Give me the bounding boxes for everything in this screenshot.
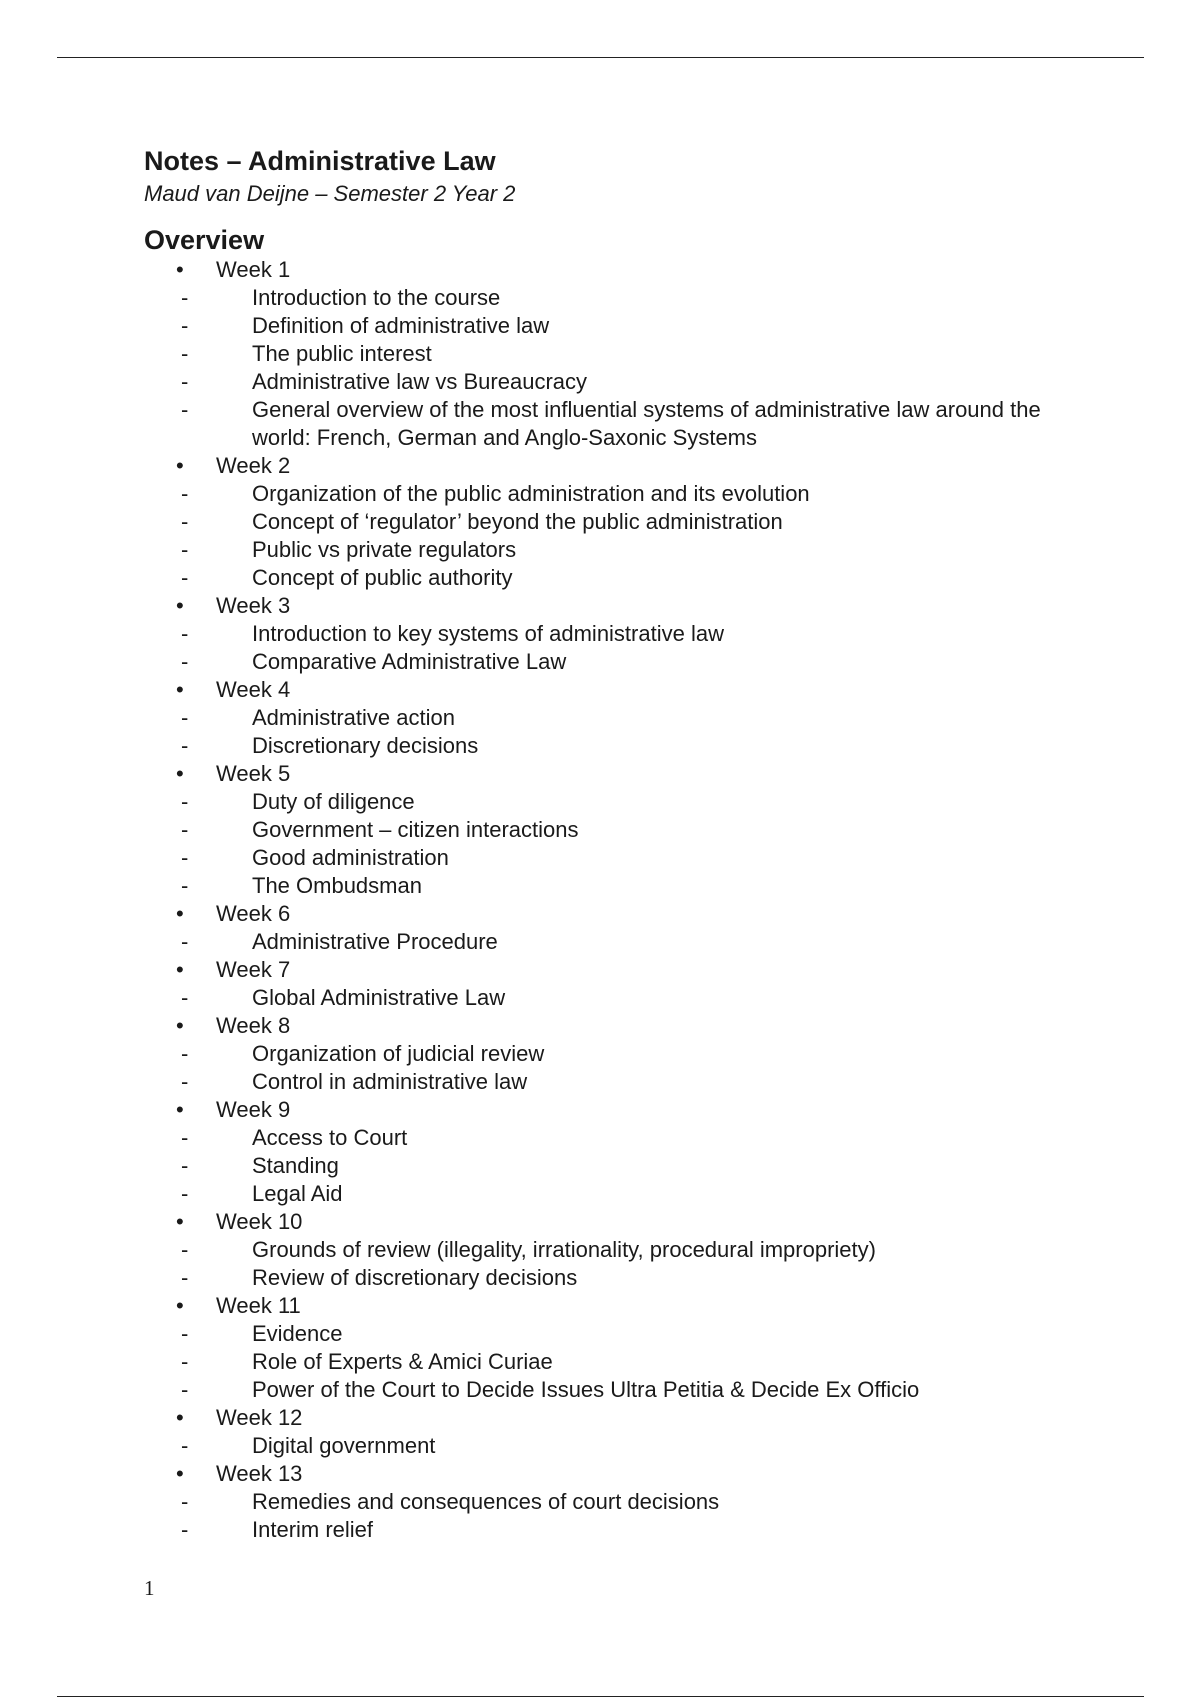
dash-icon: - — [181, 817, 189, 842]
week-item — [144, 1012, 1044, 1096]
bullet-icon: • — [176, 1209, 184, 1234]
dash-icon: - — [181, 1321, 189, 1346]
overview-heading: Overview — [144, 225, 265, 255]
topic-item — [181, 620, 1044, 648]
header-rule — [57, 57, 1144, 58]
dash-icon: - — [181, 1433, 189, 1458]
dash-icon: - — [181, 565, 189, 590]
topic-text: Administrative Procedure — [252, 929, 498, 954]
bullet-icon: • — [176, 257, 184, 282]
bullet-icon: • — [176, 677, 184, 702]
topic-item — [181, 312, 1044, 340]
topic-list — [181, 480, 1044, 592]
topic-item — [181, 732, 1044, 760]
topic-text: Government – citizen interactions — [252, 817, 579, 842]
week-label: Week 5 — [216, 761, 291, 786]
topic-text: Administrative law vs Bureaucracy — [252, 369, 588, 394]
bullet-icon: • — [176, 1461, 184, 1486]
week-label: Week 7 — [216, 957, 291, 982]
week-label: Week 10 — [216, 1209, 303, 1234]
dash-icon: - — [181, 621, 189, 646]
topic-text: Organization of judicial review — [252, 1041, 545, 1066]
dash-icon: - — [181, 1377, 189, 1402]
document-title: Notes – Administrative Law — [144, 146, 496, 176]
dash-icon: - — [181, 789, 189, 814]
topic-item — [181, 1180, 1044, 1208]
dash-icon: - — [181, 929, 189, 954]
week-item — [144, 1208, 1044, 1292]
topic-item — [181, 1124, 1044, 1152]
bullet-icon: • — [176, 1013, 184, 1038]
page-number: 1 — [144, 1576, 155, 1600]
topic-item — [181, 340, 1044, 368]
topic-text: General overview of the most influential systems of administrative law around the world: French, German and Anglo-Saxonic Systems — [252, 397, 1041, 450]
dash-icon: - — [181, 705, 189, 730]
topic-text: Comparative Administrative Law — [252, 649, 567, 674]
dash-icon: - — [181, 649, 189, 674]
dash-icon: - — [181, 537, 189, 562]
topic-item — [181, 1264, 1044, 1292]
bullet-icon: • — [176, 1405, 184, 1430]
topic-list — [181, 620, 1044, 676]
dash-icon: - — [181, 1041, 189, 1066]
dash-icon: - — [181, 733, 189, 758]
week-item — [144, 1460, 1044, 1544]
topic-item — [181, 1348, 1044, 1376]
week-item — [144, 1292, 1044, 1404]
bullet-icon: • — [176, 761, 184, 786]
topic-text: Grounds of review (illegality, irrationality, procedural impropriety) — [252, 1237, 876, 1262]
topic-item — [181, 788, 1044, 816]
topic-list — [181, 1124, 1044, 1208]
week-label: Week 11 — [216, 1293, 301, 1318]
topic-text: Legal Aid — [252, 1181, 343, 1206]
topic-text: Good administration — [252, 845, 449, 870]
dash-icon: - — [181, 285, 189, 310]
topic-text: Power of the Court to Decide Issues Ultra Petitia & Decide Ex Officio — [252, 1377, 920, 1402]
week-label: Week 4 — [216, 677, 291, 702]
topic-text: Duty of diligence — [252, 789, 415, 814]
topic-text: Concept of public authority — [252, 565, 513, 590]
topic-item — [181, 984, 1044, 1012]
week-item — [144, 900, 1044, 956]
topic-item — [181, 1376, 1044, 1404]
dash-icon: - — [181, 1349, 189, 1374]
week-label: Week 6 — [216, 901, 291, 926]
week-label: Week 9 — [216, 1097, 291, 1122]
dash-icon: - — [181, 1153, 189, 1178]
topic-list — [181, 1320, 1044, 1404]
topic-text: Public vs private regulators — [252, 537, 517, 562]
week-item — [144, 956, 1044, 1012]
dash-icon: - — [181, 1265, 189, 1290]
topic-item — [181, 844, 1044, 872]
dash-icon: - — [181, 397, 189, 422]
dash-icon: - — [181, 1125, 189, 1150]
topic-list — [181, 1236, 1044, 1292]
topic-item — [181, 1488, 1044, 1516]
bullet-icon: • — [176, 593, 184, 618]
topic-text: Interim relief — [252, 1517, 374, 1542]
topic-list — [181, 284, 1044, 452]
bullet-icon: • — [176, 1097, 184, 1122]
dash-icon: - — [181, 509, 189, 534]
week-label: Week 13 — [216, 1461, 303, 1486]
topic-text: Organization of the public administration and its evolution — [252, 481, 810, 506]
topic-list — [181, 788, 1044, 900]
topic-item — [181, 1152, 1044, 1180]
topic-item — [181, 1068, 1044, 1096]
topic-text: Global Administrative Law — [252, 985, 506, 1010]
topic-text: The public interest — [252, 341, 432, 366]
topic-text: Access to Court — [252, 1125, 408, 1150]
bullet-icon: • — [176, 901, 184, 926]
week-item — [144, 1404, 1044, 1460]
topic-list — [181, 928, 1044, 956]
dash-icon: - — [181, 845, 189, 870]
week-label: Week 8 — [216, 1013, 291, 1038]
topic-text: Digital government — [252, 1433, 436, 1458]
topic-item — [181, 536, 1044, 564]
topic-item — [181, 368, 1044, 396]
dash-icon: - — [181, 369, 189, 394]
topic-item — [181, 480, 1044, 508]
page-content — [144, 142, 1044, 1544]
topic-text: Remedies and consequences of court decisions — [252, 1489, 720, 1514]
document-subtitle: Maud van Deijne – Semester 2 Year 2 — [144, 181, 516, 206]
week-label: Week 3 — [216, 593, 291, 618]
bullet-icon: • — [176, 957, 184, 982]
dash-icon: - — [181, 985, 189, 1010]
dash-icon: - — [181, 873, 189, 898]
dash-icon: - — [181, 1181, 189, 1206]
topic-text: Review of discretionary decisions — [252, 1265, 578, 1290]
week-label: Week 12 — [216, 1405, 303, 1430]
topic-text: The Ombudsman — [252, 873, 422, 898]
week-item — [144, 760, 1044, 900]
topic-item — [181, 872, 1044, 900]
week-item — [144, 1096, 1044, 1208]
bullet-icon: • — [176, 453, 184, 478]
dash-icon: - — [181, 1517, 189, 1542]
week-item — [144, 592, 1044, 676]
topic-item — [181, 1040, 1044, 1068]
topic-item — [181, 396, 1044, 452]
topic-text: Introduction to the course — [252, 285, 501, 310]
footer-rule — [57, 1696, 1144, 1697]
week-list — [144, 256, 1044, 1544]
dash-icon: - — [181, 1489, 189, 1514]
dash-icon: - — [181, 341, 189, 366]
topic-text: Definition of administrative law — [252, 313, 550, 338]
topic-item — [181, 1516, 1044, 1544]
topic-item — [181, 1320, 1044, 1348]
topic-text: Role of Experts & Amici Curiae — [252, 1349, 553, 1374]
week-item — [144, 676, 1044, 760]
dash-icon: - — [181, 1069, 189, 1094]
topic-item — [181, 928, 1044, 956]
topic-item — [181, 564, 1044, 592]
topic-item — [181, 508, 1044, 536]
topic-item — [181, 284, 1044, 312]
bullet-icon: • — [176, 1293, 184, 1318]
topic-list — [181, 1488, 1044, 1544]
dash-icon: - — [181, 1237, 189, 1262]
topic-item — [181, 704, 1044, 732]
topic-list — [181, 704, 1044, 760]
topic-item — [181, 1236, 1044, 1264]
topic-item — [181, 1432, 1044, 1460]
dash-icon: - — [181, 481, 189, 506]
week-item — [144, 256, 1044, 452]
week-label: Week 1 — [216, 257, 291, 282]
topic-text: Control in administrative law — [252, 1069, 528, 1094]
dash-icon: - — [181, 313, 189, 338]
topic-list — [181, 1432, 1044, 1460]
week-item — [144, 452, 1044, 592]
topic-text: Evidence — [252, 1321, 343, 1346]
topic-text: Administrative action — [252, 705, 455, 730]
topic-text: Discretionary decisions — [252, 733, 479, 758]
topic-list — [181, 1040, 1044, 1096]
topic-item — [181, 648, 1044, 676]
week-label: Week 2 — [216, 453, 291, 478]
topic-item — [181, 816, 1044, 844]
topic-text: Introduction to key systems of administrative law — [252, 621, 724, 646]
topic-text: Concept of ‘regulator’ beyond the public administration — [252, 509, 783, 534]
topic-list — [181, 984, 1044, 1012]
topic-text: Standing — [252, 1153, 339, 1178]
